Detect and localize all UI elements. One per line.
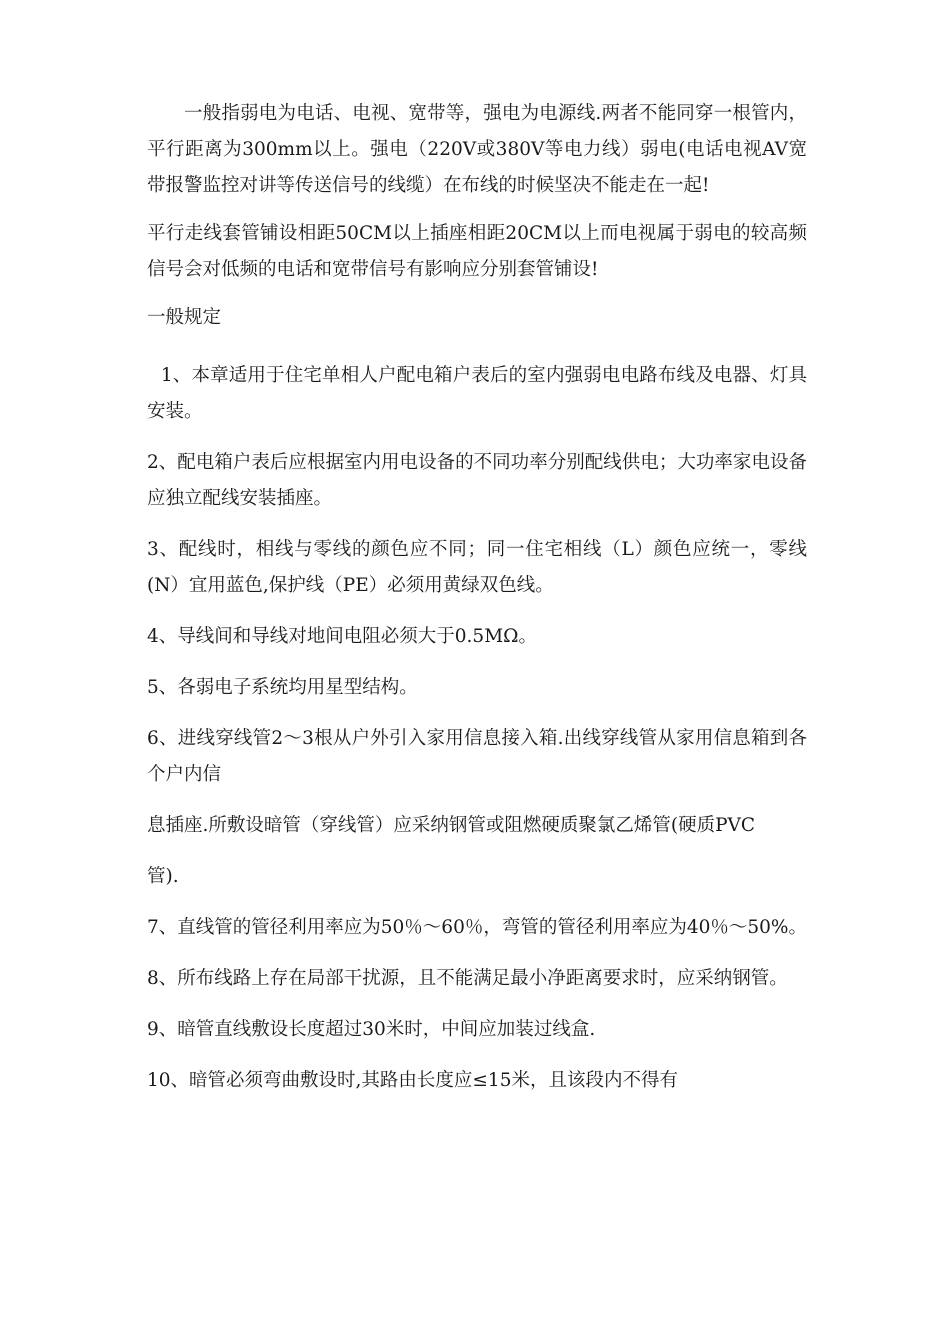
rule-item-8: 8、所布线路上存在局部干扰源，且不能满足最小净距离要求时，应采纳钢管。: [147, 968, 788, 989]
rule-item-5: 5、各弱电子系统均用星型结构。: [147, 677, 418, 698]
rule-item-10: 10、暗管必须弯曲敷设时,其路由长度应≤15米，且该段内不得有: [147, 1070, 678, 1091]
rule-item-9: 9、暗管直线敷设长度超过30米时，中间应加装过线盒.: [147, 1019, 596, 1040]
document-body: [147, 96, 807, 1114]
rule-item-6-continued: 息插座.所敷设暗管（穿线管）应采纳钢管或阻燃硬质聚氯乙烯管(硬质PVC: [147, 815, 756, 836]
rule-item-1: 1、本章适用于住宅单相人户配电箱户表后的室内强弱电电路布线及电器、灯具安装。: [147, 365, 807, 422]
section-heading-general-rules: 一般规定: [147, 307, 222, 328]
rule-item-7: 7、直线管的管径利用率应为50％～60％，弯管的管径利用率应为40％～50%。: [147, 917, 808, 938]
rule-item-4: 4、导线间和导线对地间电阻必须大于0.5MΩ。: [147, 626, 537, 647]
rule-item-3: 3、配线时，相线与零线的颜色应不同；同一住宅相线（L）颜色应统一，零线(N）宜用蓝色,保护线（PE）必须用黄绿双色线。: [147, 539, 807, 596]
paragraph-parallel-wiring: 平行走线套管铺设相距50CM以上插座相距20CM以上而电视属于弱电的较高频信号会对低频的电话和宽带信号有影响应分别套管铺设!: [147, 223, 807, 280]
rule-item-2: 2、配电箱户表后应根据室内用电设备的不同功率分别配线供电；大功率家电设备应独立配线安装插座。: [147, 452, 807, 509]
rule-item-6-end: 管).: [147, 866, 179, 887]
rule-item-6: 6、进线穿线管2～3根从户外引入家用信息接入箱.出线穿线管从家用信息箱到各个户内信: [147, 728, 807, 785]
paragraph-intro: 一般指弱电为电话、电视、宽带等，强电为电源线.两者不能同穿一根管内，平行距离为300mm以上。强电（220V或380V等电力线）弱电(电话电视AV宽带报警监控对讲等传送信号的线缆）在布线的时候坚决不能走在一起!: [147, 103, 807, 196]
